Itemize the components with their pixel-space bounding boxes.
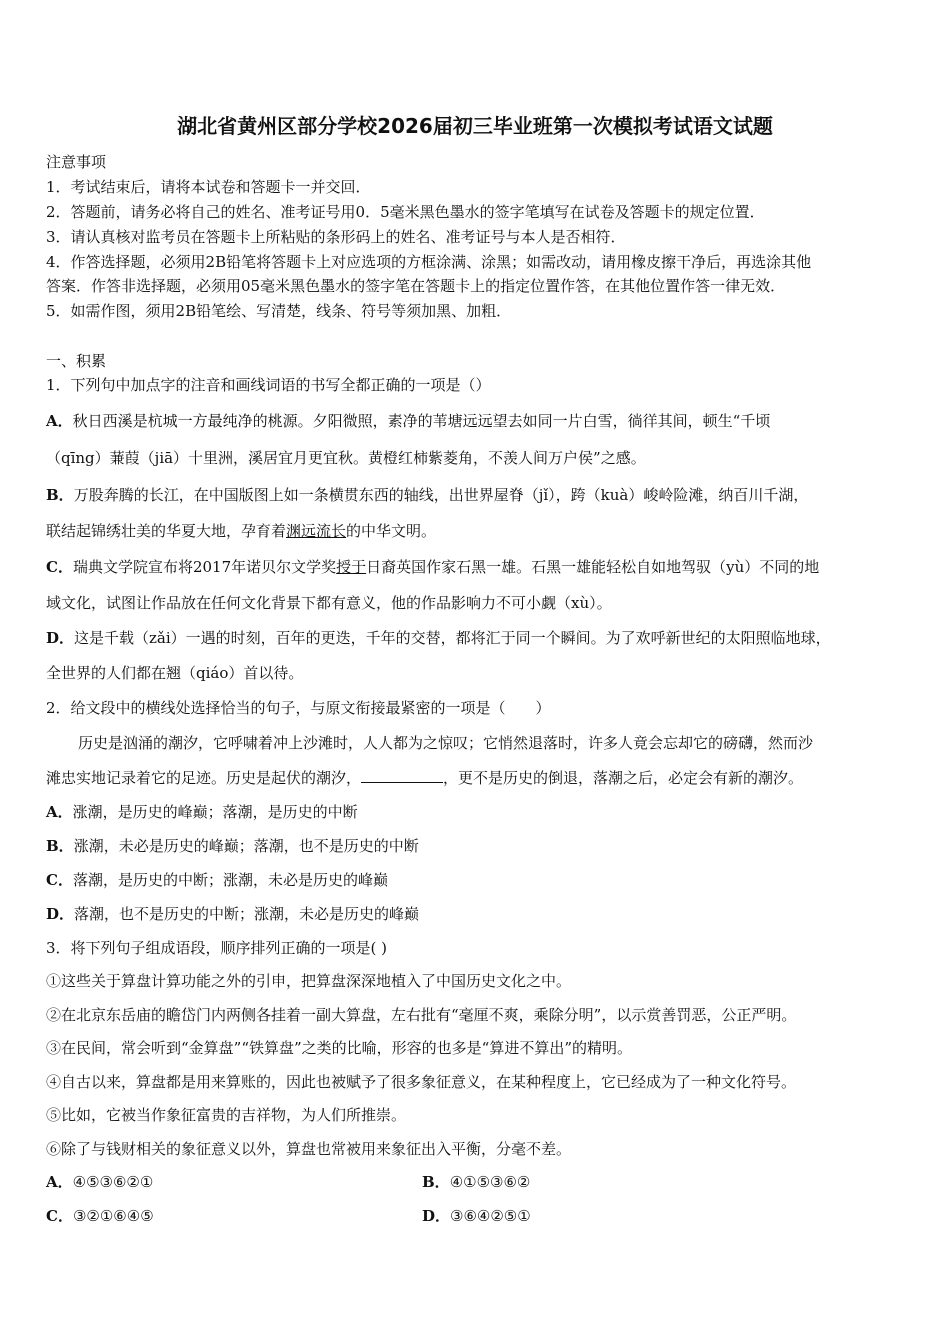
option-text: 涨潮，是历史的峰巅；落潮，是历史的中断 bbox=[72, 803, 358, 821]
text-segment: 日裔英国作家石黑一雄。石黑一雄能轻松自如地驾驭（yù）不同的地 bbox=[366, 558, 820, 576]
underlined-word: 渊远流长 bbox=[286, 522, 347, 540]
q3-sentence: ④自古以来，算盘都是用来算账的，因此也被赋予了很多象征意义，在某种程度上，它已经成为了一种文化符号。 bbox=[46, 1073, 797, 1091]
page-title: 湖北省黄州区部分学校2026届初三毕业班第一次模拟考试语文试题 bbox=[177, 114, 773, 138]
q1-option-a bbox=[46, 410, 908, 432]
text-segment: ，更不是历史的倒退，落潮之后，必定会有新的潮汐。 bbox=[443, 769, 804, 787]
question-1-stem: 1．下列句中加点字的注音和画线词语的书写全都正确的一项是（） bbox=[46, 376, 491, 394]
q3-sentence: ⑤比如，它被当作象征富贵的吉祥物，为人们所推崇。 bbox=[46, 1106, 407, 1124]
q2-option-c bbox=[46, 869, 908, 891]
option-text: ③②①⑥④⑤ bbox=[72, 1207, 154, 1225]
option-text: ③⑥④②⑤① bbox=[450, 1207, 531, 1225]
option-text: ④⑤③⑥②① bbox=[72, 1173, 154, 1191]
note-item: 1．考试结束后，请将本试卷和答题卡一并交回． bbox=[46, 178, 371, 196]
option-text: ④①⑤③⑥② bbox=[449, 1173, 531, 1191]
q2-passage: 历史是汹涌的潮汐，它呼啸着冲上沙滩时，人人都为之惊叹；它悄然退落时，许多人竟会忘却它的磅礴，然而沙 bbox=[78, 734, 814, 752]
q3-sentence: ③在民间，常会听到“金算盘”“铁算盘”之类的比喻，形容的也多是“算进不算出”的精明。 bbox=[46, 1039, 633, 1057]
underlined-word: 授于 bbox=[336, 558, 367, 576]
option-text: 这是千载（zǎi）一遇的时刻，百年的更迭，千年的交替，都将汇于同一个瞬间。为了欢呼新世纪的太阳照临地球， bbox=[74, 629, 831, 647]
note-item: 3．请认真核对监考员在答题卡上所粘贴的条形码上的姓名、准考证号与本人是否相符． bbox=[46, 228, 626, 246]
q3-option-d bbox=[422, 1205, 531, 1227]
q3-sentence: ⑥除了与钱财相关的象征意义以外，算盘也常被用来象征出入平衡，分毫不差。 bbox=[46, 1140, 572, 1158]
q3-sentence: ①这些关于算盘计算功能之外的引申，把算盘深深地植入了中国历史文化之中。 bbox=[46, 972, 572, 990]
text-segment: 联结起锦绣壮美的华夏大地，孕育着 bbox=[46, 522, 287, 540]
notes-heading: 注意事项 bbox=[46, 153, 107, 171]
note-item: 2．答题前，请务必将自己的姓名、准考证号用0．5毫米黑色墨水的签字笔填写在试卷及答题卡的规定位置． bbox=[46, 203, 765, 221]
q1-option-c bbox=[46, 556, 908, 578]
option-label: D． bbox=[46, 905, 75, 923]
q1-option-c-cont: 域文化，试图让作品放在任何文化背景下都有意义，他的作品影响力不可小觑（xù）。 bbox=[46, 594, 612, 612]
text-segment: 瑞典文学院宣布将2017年诺贝尔文学奖 bbox=[72, 558, 337, 576]
q2-option-a bbox=[46, 801, 908, 823]
option-label: B． bbox=[46, 837, 74, 855]
option-text: 涨潮，未必是历史的峰巅；落潮，也不是历史的中断 bbox=[73, 837, 419, 855]
question-3-stem: 3．将下列句子组成语段，顺序排列正确的一项是( ) bbox=[46, 939, 388, 957]
option-label: D． bbox=[46, 629, 75, 647]
text-segment: 滩忠实地记录着它的足迹。历史是起伏的潮汐， bbox=[46, 769, 362, 787]
text-segment: 的中华文明。 bbox=[346, 522, 437, 540]
option-label: B． bbox=[46, 486, 74, 504]
option-label: C． bbox=[46, 871, 73, 889]
answer-blank bbox=[361, 768, 443, 783]
q3-options-row-1 bbox=[46, 1171, 908, 1193]
option-text: 万股奔腾的长江，在中国版图上如一条横贯东西的轴线，出世界屋脊（jǐ），跨（kuà）峻岭险滩，纳百川千湖， bbox=[73, 486, 809, 504]
q1-option-d bbox=[46, 627, 908, 649]
q1-option-b-cont bbox=[46, 520, 908, 542]
option-label: A． bbox=[46, 803, 73, 821]
option-label: C． bbox=[46, 1207, 73, 1225]
note-item: 4．作答选择题，必须用2B铅笔将答题卡上对应选项的方框涂满、涂黑；如需改动，请用橡皮擦干净后，再选涂其他 bbox=[46, 253, 812, 271]
q2-passage-cont bbox=[46, 767, 908, 789]
q3-options-row-2 bbox=[46, 1205, 908, 1227]
option-text: 落潮，是历史的中断；涨潮，未必是历史的峰巅 bbox=[72, 871, 388, 889]
q2-option-b bbox=[46, 835, 908, 857]
option-text: 秋日西溪是杭城一方最纯净的桃源。夕阳微照，素净的苇塘远远望去如同一片白雪，徜徉其间，顿生“千顷 bbox=[72, 412, 771, 430]
q3-option-b bbox=[422, 1171, 530, 1193]
q3-sentence: ②在北京东岳庙的瞻岱门内两侧各挂着一副大算盘，左右批有“毫厘不爽，乘除分明”，以示赏善罚恶，公正严明。 bbox=[46, 1006, 797, 1024]
section-heading: 一、积累 bbox=[46, 352, 107, 370]
note-item: 答案．作答非选择题，必须用05毫米黑色墨水的签字笔在答题卡上的指定位置作答，在其他位置作答一律无效． bbox=[46, 277, 786, 295]
q2-option-d bbox=[46, 903, 908, 925]
option-label: A． bbox=[46, 412, 73, 430]
option-label: C． bbox=[46, 558, 73, 576]
option-label: D． bbox=[422, 1207, 451, 1225]
option-label: A． bbox=[46, 1173, 73, 1191]
option-text: 落潮，也不是历史的中断；涨潮，未必是历史的峰巅 bbox=[74, 905, 420, 923]
q1-option-a-cont: （qīng）蒹葭（jiā）十里洲，溪居宜月更宜秋。黄橙红柿紫菱角，不羡人间万户侯”之感。 bbox=[46, 449, 646, 467]
q1-option-d-cont: 全世界的人们都在翘（qiáo）首以待。 bbox=[46, 664, 304, 682]
question-2-stem: 2．给文段中的横线处选择恰当的句子，与原文衔接最紧密的一项是（ ） bbox=[46, 699, 551, 717]
q1-option-b bbox=[46, 484, 908, 506]
note-item: 5．如需作图，须用2B铅笔绘、写清楚，线条、符号等须加黑、加粗． bbox=[46, 302, 512, 320]
option-label: B． bbox=[422, 1173, 450, 1191]
